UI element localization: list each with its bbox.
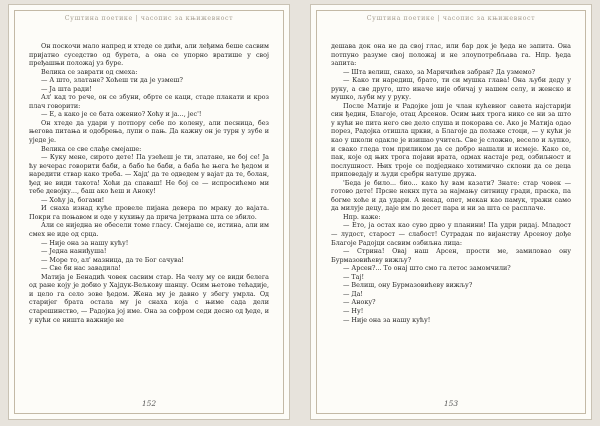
paragraph: — Ну! [343,306,364,315]
paragraph: Нпр. каже: [343,212,381,221]
paragraph: — Куку мене, сирото дете! Па узећеш је ти, златане, не бој се! Ја ћу вечерас говорити баби, а бабо ће баби, а баба ће њега ће ђедом и наредити ствар како треба. — Хајд' да те одведем у вајат да те, болан, ђед не види такота! Хоћи да спаваш! Не бој се — испросићемо ми тебе девојку..., баш ако ћеш и Аноку! [29,153,269,196]
page-number: 153 [443,399,459,408]
paragraph: — Е, а како је се бата оженио? Хоћу и ја..., јес'! [41,110,202,119]
paragraph: — Није она за нашу кућу! [343,315,431,324]
page-number: 152 [141,399,157,408]
paragraph: — Арсен?... То онај што смо га летос замомчили? [343,264,511,273]
paragraph: — Море то, ал' мазница, да те Бог сачува! [41,255,184,264]
running-header: Суштина поетике | часопис за књижевност [64,15,234,22]
paragraph: Матија је Бенадић човек сасвим стар. На челу му се види белега од ране коју је добио у Хајдук-Вељкову шанцу. Осим њетове тећадије, и цело га село зове ђедом. Жена му је давно у збегу умрла. Од старијег брата остала му је снаха која с њиме сада дели старешинство, — Радојка јој име. Она за софром седи десно од ђеде, и у кући се ништа важније не [29,272,269,324]
paragraph: Велика се заврати од смеха: [41,67,138,76]
paragraph: Ал' кад то рече, он се збуни, обрте се каци, стаде плакати и кроз плач говорити: [29,93,269,110]
left-page [8,4,290,420]
paragraph: И снаха изнад куће провеле пијана девера по мраку до вајата. Покри га поњавом и оде у кухињу да прича јетрвама шта се збило. [29,204,269,221]
paragraph: — Како ти наредиш, брато, ти си мушка глава! Она љуби деду у руку, а све друго, што иначе није обичај у нашем селу, и женско и мушко, љуби му у руку. [331,76,571,102]
paragraph: Велика се све слађе смејаше: [41,144,142,153]
paragraph: — Велиш, ону Бурмазовићеву вижљу? [343,281,473,290]
running-header: Суштина поетике | часопис за књижевност [366,15,536,22]
paragraph: 'Беда је било... био... како ћу вам казати? Знате: стар човек — готово дете! Прсне некнх пута за најмању ситницу гради, праска, па богме хоће и да удари. А некад, опет, мекан као памук, тражи само да милује децу, даје им по десет пара и ни за шта се расплаче. [331,178,571,213]
paragraph: Он поскочи мало напред и хтеде се дићи, али леђима беше сасвим пријатно суседство од бурета, а она се упорно вратише у свој пређашњи положај уз буре. [29,42,269,68]
paragraph: — Шта велиш, снахо, за Маричићев забран? Да узмемо? [343,67,536,76]
paragraph: — Тај! [343,272,365,281]
page-text [331,42,571,392]
paragraph: — Није она за нашу кућу! [41,238,129,247]
paragraph: Али се ниједна не обесели томе гласу. Смејаше се, истина, али им смех не иде од срца. [29,221,269,239]
right-page [310,4,592,420]
paragraph: — Хоћу ја, богами! [41,195,105,204]
paragraph: — Стрина! Овај наш Арсен, прости ме, замиловао ону Бурмазовићеву вижљу? [331,247,571,264]
paragraph: Он хтеде да удари у потпору себе по колену, али песница, без његова питања и одобрења, лупи о пањ. Да кажну он је турн у зубе и уједе је. [29,118,269,145]
paragraph: дешава док она не да свој глас, или бар док је ђеда не запита. Она потпуно разуме свој положај и не злоупотребљава га. Нпр. ђеда запита: [331,42,571,68]
paragraph: — Све би нас завадила! [41,264,121,273]
paragraph: — Аноку? [343,298,376,307]
paragraph: — Да! [343,289,363,298]
paragraph: — Једна наниђуша! [41,247,107,256]
paragraph: — А што, златане? Хоћеш ти да је узмеш? [41,76,183,85]
paragraph: — Ето, ја остах као суво дрво у планини! Па удри ридај. Младост — лудост, старост — слабост! Сутрадан по вијанству Арсеноу дође Благоје Радојци сасвим озбиљна лица: [331,221,571,247]
paragraph: После Матије и Радојке још је члан кућевног савета најстарији син ђедин, Благоје, отац Арсенов. Осим њих трога нико се ни за што у кући не пита него све дело слуша и покорава се. Ако је Матија одао порез, Радојка отишла цркви, а Благоје да полаже стоци, — у кући је као у школи одакле је изишао учитељ. Све је сложно, весело и љупко, и свако гледа том приликом да се добро нашали и исмеје. Како се, пак, које од њих трога појави врата, одмах настаје ред, озбиљност и послушност. Њих троје се подједнако хотимично склони да се деца приповедају и људи сребрн натуше дружа. [331,101,571,179]
paragraph: — Ја шта ради! [41,84,92,93]
page-text [29,42,269,392]
